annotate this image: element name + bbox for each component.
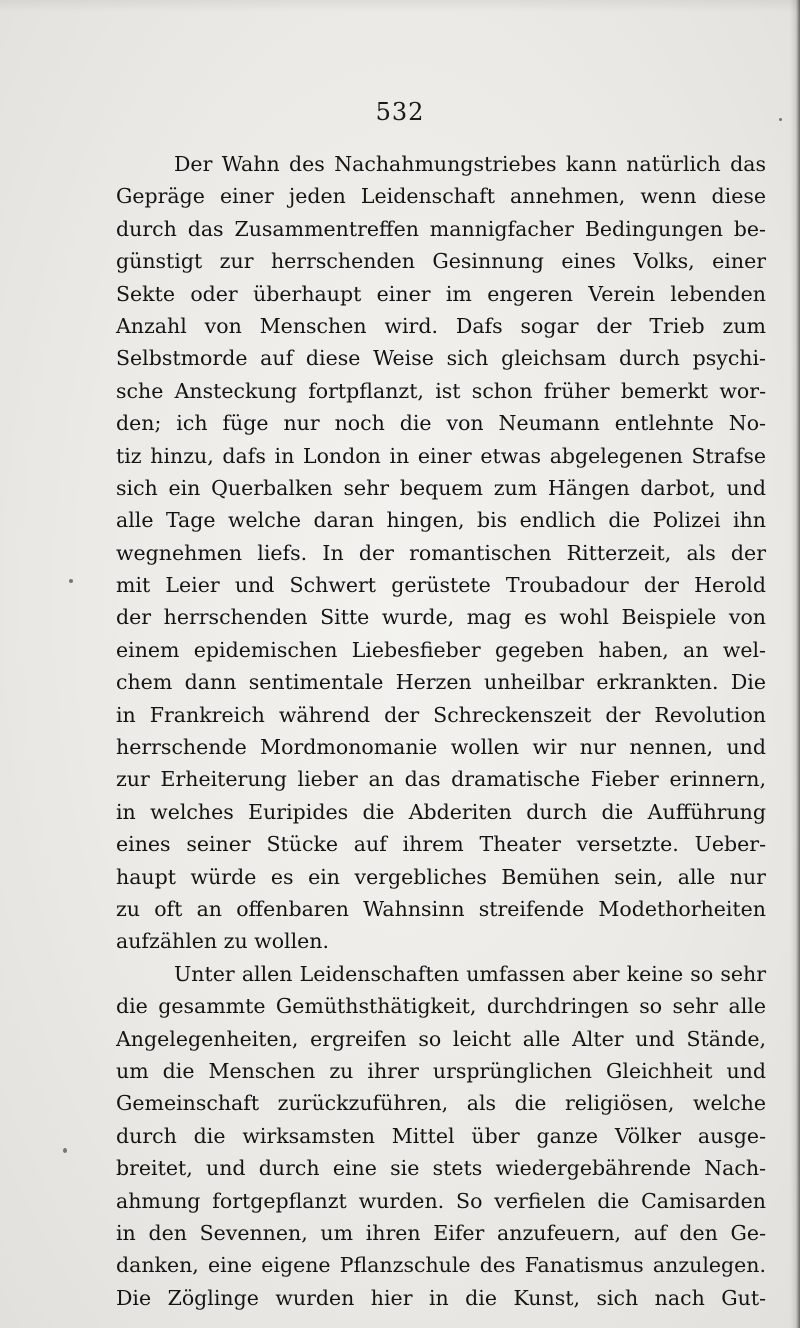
text-line: sche Ansteckung fortpflanzt, ist schon früher bemerkt wor- [116, 378, 766, 403]
text-line: Gemeinschaft zurückzuführen, als die religiösen, welche [116, 1091, 766, 1116]
page-top-shadow [0, 0, 800, 12]
text-line: haupt würde es ein vergebliches Bemühen sein, alle nur [116, 864, 766, 889]
page-number: 532 [375, 98, 425, 126]
text-line: durch das Zusammentreffen mannigfacher Bedingungen be- [116, 216, 766, 241]
paper-speck [69, 579, 73, 583]
text-line: ahmung fortgepflanzt wurden. So verfielen die Camisarden [116, 1188, 766, 1213]
text-line: wegnehmen liefs. In der romantischen Ritterzeit, als der [116, 540, 766, 565]
text-line: günstigt zur herrschenden Gesinnung eines Volks, einer [116, 249, 766, 274]
text-line: danken, eine eigene Pflanzschule des Fanatismus anzulegen. [116, 1253, 766, 1278]
text-line: um die Menschen zu ihrer ursprünglichen Gleichheit und [116, 1058, 766, 1083]
text-line: durch die wirksamsten Mittel über ganze Völker ausge- [116, 1123, 766, 1148]
text-line: einem epidemischen Liebesfieber gegeben haben, an wel- [116, 637, 766, 662]
paper-speck [779, 118, 782, 121]
text-line: aufzählen zu wollen. [116, 929, 330, 954]
text-line: Gepräge einer jeden Leidenschaft annehmen, wenn diese [116, 184, 766, 209]
text-line: tiz hinzu, dafs in London in einer etwas abgelegenen Strafse [116, 443, 766, 468]
text-line: den; ich füge nur noch die von Neumann entlehnte No- [116, 411, 766, 436]
text-line: Der Wahn des Nachahmungstriebes kann natürlich das [174, 152, 766, 176]
text-line: Selbstmorde auf diese Weise sich gleichsam durch psychi- [116, 346, 766, 371]
page-gutter-shadow [790, 0, 800, 1328]
text-line: eines seiner Stücke auf ihrem Theater versetzte. Ueber- [116, 832, 766, 857]
text-line: breitet, und durch eine sie stets wiedergebährende Nach- [116, 1156, 766, 1181]
text-line: Angelegenheiten, ergreifen so leicht alle Alter und Stände, [116, 1026, 766, 1051]
text-line: in welches Euripides die Abderiten durch die Aufführung [116, 799, 766, 824]
text-line: Sekte oder überhaupt einer im engeren Verein lebenden [116, 281, 766, 306]
text-line: in den Sevennen, um ihren Eifer anzufeuern, auf den Ge- [116, 1220, 766, 1245]
text-line: zu oft an offenbaren Wahnsinn streifende Modethorheiten [116, 896, 766, 921]
text-line: mit Leier und Schwert gerüstete Troubadour der Herold [116, 573, 766, 598]
text-line: zur Erheiterung lieber an das dramatische Fieber erinnern, [116, 767, 766, 792]
text-line: herrschende Mordmonomanie wollen wir nur nennen, und [116, 735, 766, 760]
body-text [116, 148, 766, 1314]
text-line: sich ein Querbalken sehr bequem zum Hängen darbot, und [116, 475, 766, 500]
text-line: alle Tage welche daran hingen, bis endlich die Polizei ihn [116, 508, 766, 533]
paper-speck [63, 1148, 67, 1153]
text-line: Anzahl von Menschen wird. Dafs sogar der Trieb zum [116, 313, 766, 338]
text-line: chem dann sentimentale Herzen unheilbar erkrankten. Die [116, 670, 766, 695]
text-line: Unter allen Leidenschaften umfassen aber keine so sehr [174, 961, 766, 986]
text-line: Die Zöglinge wurden hier in die Kunst, sich nach Gut- [116, 1285, 766, 1310]
text-line: in Frankreich während der Schreckenszeit der Revolution [116, 702, 766, 727]
text-line: die gesammte Gemüthsthätigkeit, durchdringen so sehr alle [116, 994, 766, 1019]
text-line: der herrschenden Sitte wurde, mag es wohl Beispiele von [116, 605, 766, 630]
